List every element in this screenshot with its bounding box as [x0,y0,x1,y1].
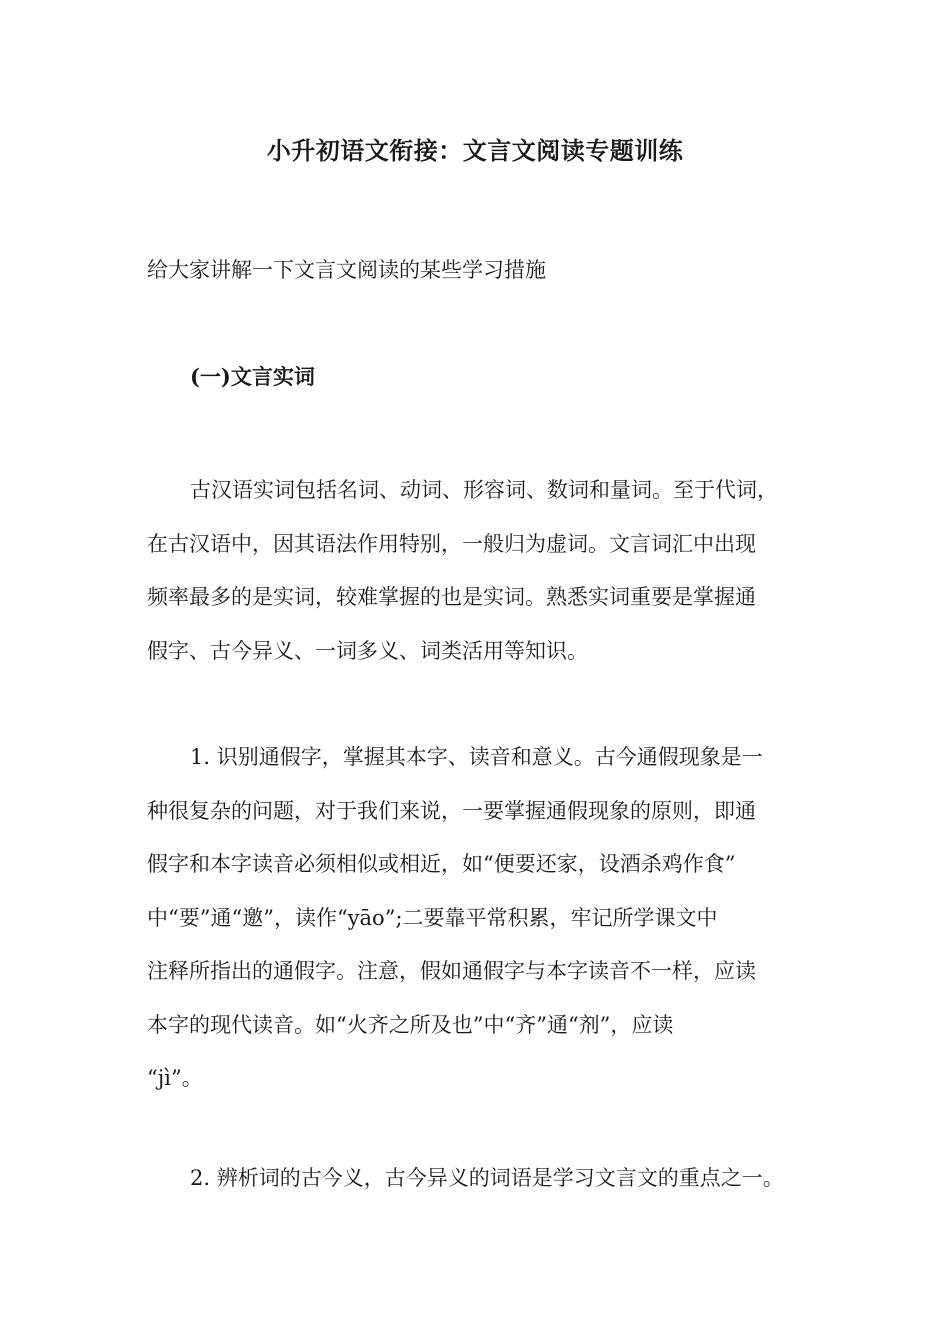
paragraph-line: 2. 辨析词的古今义，古今异义的词语是学习文言文的重点之一。 [190,1166,784,1190]
paragraph-line: 在古汉语中，因其语法作用特别，一般归为虚词。文言词汇中出现 [147,531,756,556]
document-title: 小升初语文衔接：文言文阅读专题训练 [266,136,684,165]
paragraph-content-words [147,464,827,678]
intro-text: 给大家讲解一下文言文阅读的某些学习措施 [147,258,546,282]
paragraph-line: 假字、古今异义、一词多义、词类活用等知识。 [147,638,588,663]
paragraph-line: “jì”。 [147,1066,203,1090]
section-heading: (一)文言实词 [190,364,315,389]
paragraph-line: 1. 识别通假字，掌握其本字、读音和意义。古今通假现象是一 [190,745,763,769]
paragraph-line: 中“要”通“邀”，读作“yāo”;二要靠平常积累，牢记所学课文中 [147,905,718,930]
paragraph-line: 频率最多的是实词，较难掌握的也是实词。熟悉实词重要是掌握通 [147,585,756,609]
paragraph-tongjia-characters [147,731,827,1106]
paragraph-line: 本字的现代读音。如“火齐之所及也”中“齐”通“剂”，应读 [147,1012,674,1037]
paragraph-line: 种很复杂的问题，对于我们来说，一要掌握通假现象的原则，即通 [147,798,756,823]
paragraph-line: 古汉语实词包括名词、动词、形容词、数词和量词。至于代词， [190,478,778,502]
paragraph-ancient-modern-meaning [147,1152,827,1206]
paragraph-line: 注释所指出的通假字。注意，假如通假字与本字读音不一样，应读 [147,959,756,983]
paragraph-line: 假字和本字读音必须相似或相近，如“便要还家，设酒杀鸡作食” [147,852,736,876]
